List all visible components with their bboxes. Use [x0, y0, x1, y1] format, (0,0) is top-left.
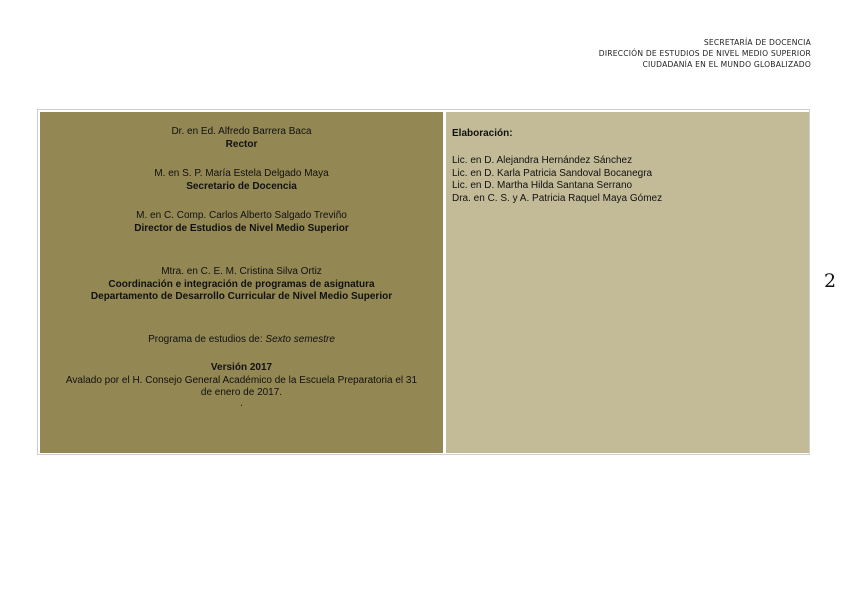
- version-label: Versión 2017: [210, 362, 273, 373]
- trailing-dot: .: [240, 397, 243, 409]
- director-title: Director de Estudios de Nivel Medio Superior: [134, 222, 349, 234]
- list-item: Lic. en D. Alejandra Hernández Sánchez: [452, 155, 633, 166]
- header-line-direccion: DIRECCIÓN DE ESTUDIOS DE NIVEL MEDIO SUPERIOR: [598, 49, 811, 58]
- rector-title: Rector: [225, 138, 258, 150]
- elaboracion-panel: [446, 112, 809, 453]
- document-header: [599, 37, 811, 70]
- list-item: Lic. en D. Martha Hilda Santana Serrano: [452, 180, 633, 191]
- rector-name: Dr. en Ed. Alfredo Barrera Baca: [171, 126, 312, 137]
- author-list: [452, 155, 662, 205]
- coordinacion-name: Mtra. en C. E. M. Cristina Silva Ortiz: [161, 266, 322, 277]
- programa-value: Sexto semestre: [265, 334, 335, 345]
- coordinacion-block: [40, 266, 443, 304]
- header-line-secretaria: SECRETARÍA DE DOCENCIA: [703, 38, 811, 47]
- version-block: [40, 362, 443, 408]
- header-line-course: CIUDADANÍA EN EL MUNDO GLOBALIZADO: [642, 60, 811, 69]
- credits-panel: [40, 112, 443, 453]
- secretario-block: [40, 168, 443, 193]
- avalado-line-2: de enero de 2017.: [200, 387, 283, 398]
- list-item: Dra. en C. S. y A. Patricia Raquel Maya Gómez: [452, 192, 663, 204]
- elaboracion-title: Elaboración:: [452, 128, 513, 139]
- department-title: Departamento de Desarrollo Curricular de Nivel Medio Superior: [90, 291, 393, 302]
- programa-label: Programa de estudios de:: [148, 334, 266, 345]
- avalado-line-1: Avalado por el H. Consejo General Académico de la Escuela Preparatoria el 31: [65, 374, 418, 386]
- programa-line: [40, 334, 443, 347]
- coordinacion-title: Coordinación e integración de programas de asignatura: [108, 278, 375, 290]
- secretario-title: Secretario de Docencia: [186, 180, 297, 192]
- director-name: M. en C. Comp. Carlos Alberto Salgado Treviño: [136, 210, 347, 221]
- director-block: [40, 210, 443, 235]
- rector-block: [40, 126, 443, 151]
- list-item: Lic. en D. Karla Patricia Sandoval Bocanegra: [452, 167, 653, 179]
- page-number: 2: [824, 270, 837, 292]
- secretario-name: M. en S. P. María Estela Delgado Maya: [154, 168, 329, 179]
